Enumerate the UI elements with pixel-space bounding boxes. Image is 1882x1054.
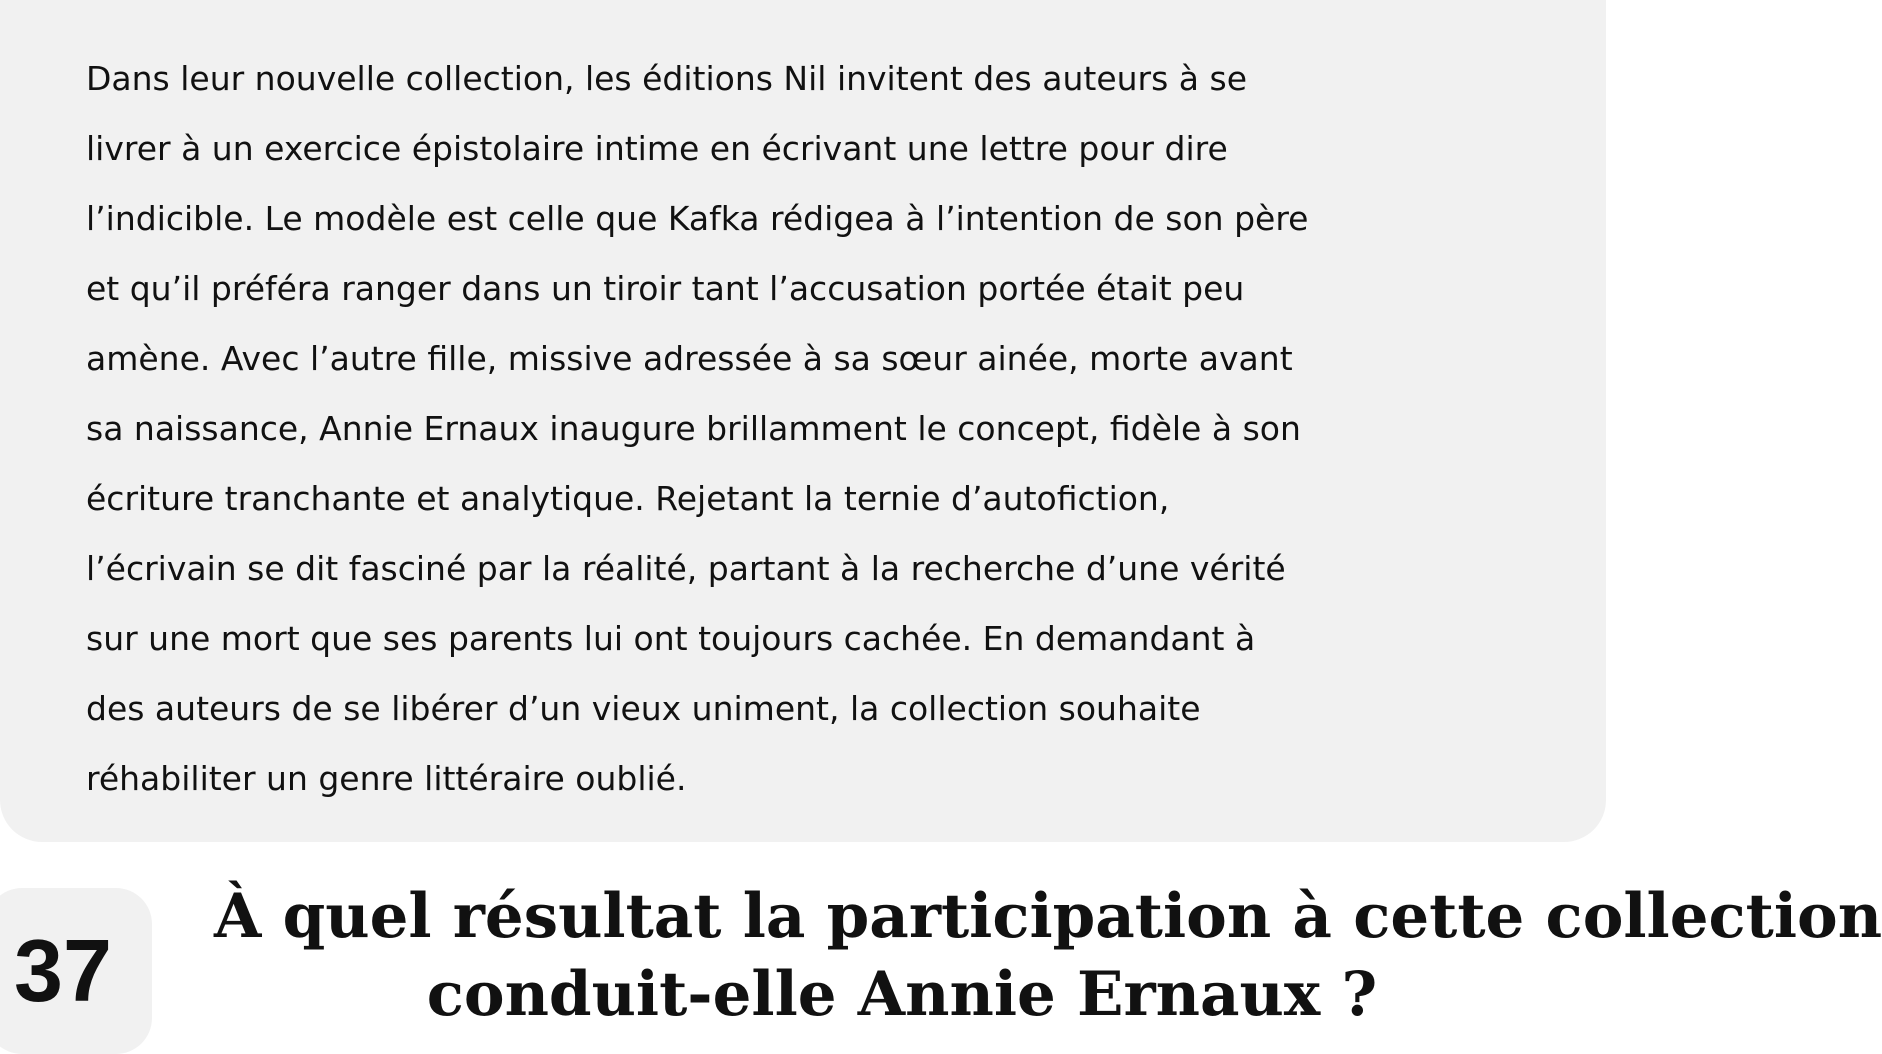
passage-line: sa naissance, Annie Ernaux inaugure brillamment le concept, fidèle à son — [86, 409, 1301, 448]
passage-line: des auteurs de se libérer d’un vieux uniment, la collection souhaite — [86, 689, 1201, 728]
passage-line: livrer à un exercice épistolaire intime en écrivant une lettre pour dire — [86, 129, 1228, 168]
passage-line: amène. Avec l’autre fille, missive adressée à sa sœur ainée, morte avant — [86, 339, 1293, 378]
question-text — [214, 878, 1882, 1034]
passage-line: Dans leur nouvelle collection, les éditions Nil invitent des auteurs à se — [86, 59, 1247, 98]
question-line: conduit-elle Annie Ernaux ? — [426, 959, 1378, 1030]
passage-text — [86, 44, 1546, 814]
passage-line: et qu’il préféra ranger dans un tiroir tant l’accusation portée était peu — [86, 269, 1245, 308]
passage-line: sur une mort que ses parents lui ont toujours cachée. En demandant à — [86, 619, 1256, 658]
question-number-badge — [0, 888, 152, 1054]
passage-line: écriture tranchante et analytique. Rejetant la ternie d’autofiction, — [86, 479, 1170, 518]
passage-line: l’écrivain se dit fasciné par la réalité, partant à la recherche d’une vérité — [86, 549, 1286, 588]
passage-line: réhabiliter un genre littéraire oublié. — [86, 759, 687, 798]
question-line: À quel résultat la participation à cette collection — [214, 881, 1882, 952]
passage-line: l’indicible. Le modèle est celle que Kafka rédigea à l’intention de son père — [86, 199, 1309, 238]
question-number: 37 — [14, 921, 112, 1020]
